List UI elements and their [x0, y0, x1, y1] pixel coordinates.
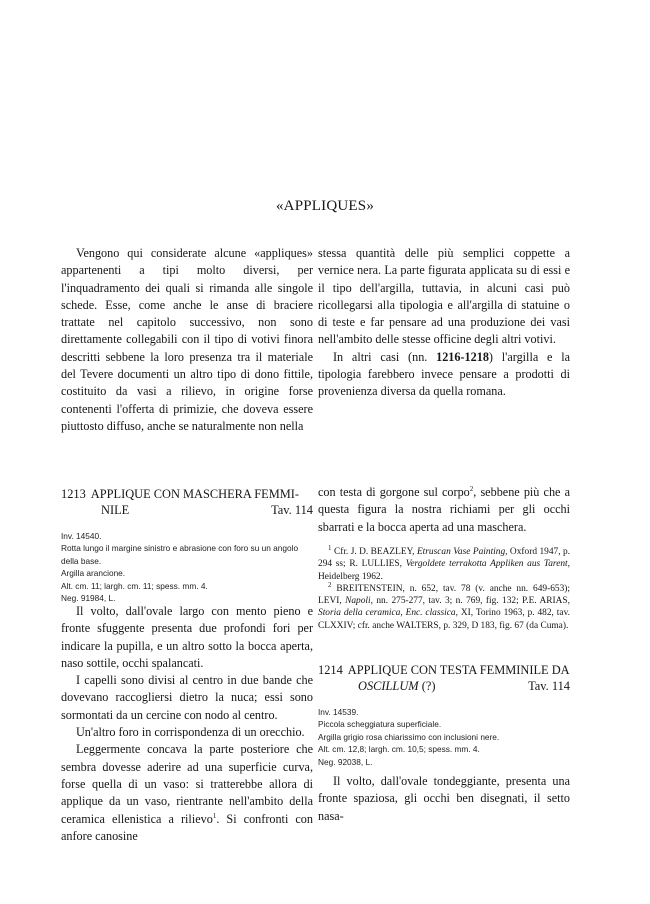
entry-1213-continuation [318, 484, 570, 536]
intro-p2-post: ) l'argilla e la tipologia farebbero invece pensare a prodotti di provenienza diversa da quella romana. [318, 349, 570, 399]
entry-1213-p4-text: Leggermente concava la parte posteriore che sembra dovesse aderire ad una superficie curva, forse quella di un vaso: si tratterebbe allora di applique da un vaso, rientrante nell'ambito della ceramica ellenistica a rilievo [61, 742, 313, 826]
entry-1213-condition: Rotta lungo il margine sinistro e abrasione con foro su un angolo della base. [61, 543, 299, 566]
entry-1213-heading-line1 [61, 486, 313, 502]
footnote-1-italic-a: Etruscan Vase Painting [416, 547, 506, 557]
intro-left-column [61, 245, 313, 435]
entry-1213-catalog [61, 530, 313, 604]
intro-paragraph-1-continued: stessa quantità delle più semplici coppette a vernice nera. La parte figurata applicata su di essi e il tipo dell'argilla, tuttavia, in alcuni casi può ricollegarsi alla tipologia e all'argilla di statuine o di teste e far pensare ad una produzione dei vasi nell'ambito delle stesse officine degli altri votivi. [318, 246, 570, 347]
footnote-2-italic-a: Napoli [345, 596, 371, 607]
entry-1214-number: 1214 [318, 663, 343, 677]
entry-1213-dims: Alt. cm. 11; largh. cm. 11; spess. mm. 4. [61, 580, 208, 591]
entry-1214-title-rest: (?) [418, 679, 436, 693]
entry-1213-body [61, 603, 313, 845]
footnote-2-italic-b: Storia della ceramica, Enc. classica [318, 608, 456, 619]
entry-1213-heading-line2 [61, 502, 313, 518]
entry-1213-p4-tail: . Si confronti con anfore canosine [61, 811, 313, 843]
entry-1213-clay: Argilla arancione. [61, 568, 126, 579]
entry-1213-cont-pre: con testa di gorgone sul corpo [318, 485, 470, 499]
entry-1214-clay: Argilla grigio rosa chiarissimo con inclusioni nere. [318, 731, 500, 742]
footnote-1 [318, 543, 571, 583]
intro-p2-pre: In altri casi (nn. [333, 349, 437, 364]
footnote-1-italic-b: Vergoldete terrakotta Appliken aus Tarent [405, 559, 568, 570]
entry-1214-p1: Il volto, dall'ovale tondeggiante, presenta una fronte spaziosa, gli occhi ben disegnati, il setto nasa- [318, 774, 570, 823]
entry-1214-heading [318, 662, 570, 694]
footnote-ref-2: 2 [469, 484, 474, 493]
intro-paragraph-2 [318, 349, 570, 401]
footnote-1-number: 1 [328, 543, 332, 552]
entry-1213-number: 1213 [61, 487, 86, 501]
intro-p2-bold-range: 1216-1218 [436, 349, 489, 364]
entry-1213-p3: Un'altro foro in corrispondenza di un orecchio. [76, 725, 305, 740]
entry-1214-heading-line1 [318, 662, 570, 678]
entry-1213-title-line2: NILE [101, 503, 130, 517]
intro-paragraph-1: Vengono qui considerate alcune «appliques» appartenenti a tipi molto diversi, per l'inquadramento dei quali si rimanda alle singole schede. Esse, come anche le anse di braciere trattate nel capitolo successivo, non sono direttamente collegabili con il tipo di votivi finora descritti sebbene la loro presenza tra il materiale del Tevere documenti un altro tipo di dono fittile, costituito da vasi a rilievo, in origine forse contenenti l'offerta di primizie, che doveva essere piuttosto diffuso, anche se naturalmente non nella [61, 246, 313, 433]
entry-1213-cont-paragraph [318, 484, 570, 536]
entry-1214-tav: Tav. 114 [528, 679, 570, 693]
entry-1214-inv: Inv. 14539. [318, 707, 359, 717]
entry-1214-neg: Neg. 92038, L. [318, 756, 373, 767]
footnote-2-text-c: , XI, Torino 1963, p. 482, tav. CLXXIV; cfr. anche WALTERS, p. 329, D 183, fig. 67 (da Cuma). [318, 608, 570, 631]
footnote-1-text-c: , Heidelberg 1962. [318, 559, 570, 582]
entry-1214-title-line2 [358, 678, 435, 694]
entry-1213-neg: Neg. 91984, L. [61, 593, 116, 604]
footnote-1-text-a: Cfr. J. D. BEAZLEY, [333, 547, 417, 557]
intro-right-column [318, 245, 570, 401]
entry-1214-body [318, 773, 570, 825]
entry-1214-title-line1: APPLIQUE CON TESTA FEMMINILE DA [347, 663, 570, 677]
entry-1214-condition: Piccola scheggiatura superficiale. [318, 719, 442, 730]
footnotes [318, 543, 571, 632]
page-title: «APPLIQUES» [275, 198, 375, 214]
footnote-2-number: 2 [328, 580, 332, 589]
entry-1213-inv: Inv. 14540. [61, 531, 102, 541]
footnote-ref-1: 1 [212, 811, 217, 820]
footnote-2-text-a: BREITENSTEIN, n. 652, tav. 78 (v. anche nn. 649-653); LEVI, [318, 583, 571, 607]
entry-1213-p1: Il volto, dall'ovale largo con mento pieno e fronte sfuggente presenta due profondi fori per indicare la pupilla, e un altro sotto la bocca aperta, naso sottile, occhi spalancati. [61, 604, 313, 670]
entry-1213-heading [61, 486, 313, 518]
entry-1213-title-line1 [91, 486, 313, 502]
entry-1213-p2: I capelli sono divisi al centro in due bande che dovevano raccogliersi dietro la nuca; essi sono sormontati da un cercine con nodo al centro. [61, 673, 313, 722]
entry-1213-tav: Tav. 114 [271, 503, 313, 517]
entry-1213-p4 [61, 741, 313, 845]
entry-1213-cont-post: , sebbene più che a questa figura la nostra richiami per gli occhi sbarrati e la bocca aperta ad una maschera. [318, 485, 570, 534]
footnote-2 [318, 580, 571, 632]
footnote-2-text-b: , nn. 275-277, tav. 3; n. 769, fig. 132; P.E. ARIAS, [370, 596, 570, 607]
entry-1214-oscillum: OSCILLUM [358, 679, 419, 693]
entry-1214-heading-line2 [318, 678, 570, 694]
footnote-1-text-b: , Oxford 1947, p. 294 ss; R. LULLIES, [318, 547, 571, 570]
entry-1214-dims: Alt. cm. 12,8; largh. cm. 10,5; spess. mm. 4. [318, 744, 480, 755]
entry-1214-catalog [318, 706, 570, 768]
entry-1213-title-text: APPLIQUE CON MASCHERA FEMMI- [90, 487, 300, 501]
